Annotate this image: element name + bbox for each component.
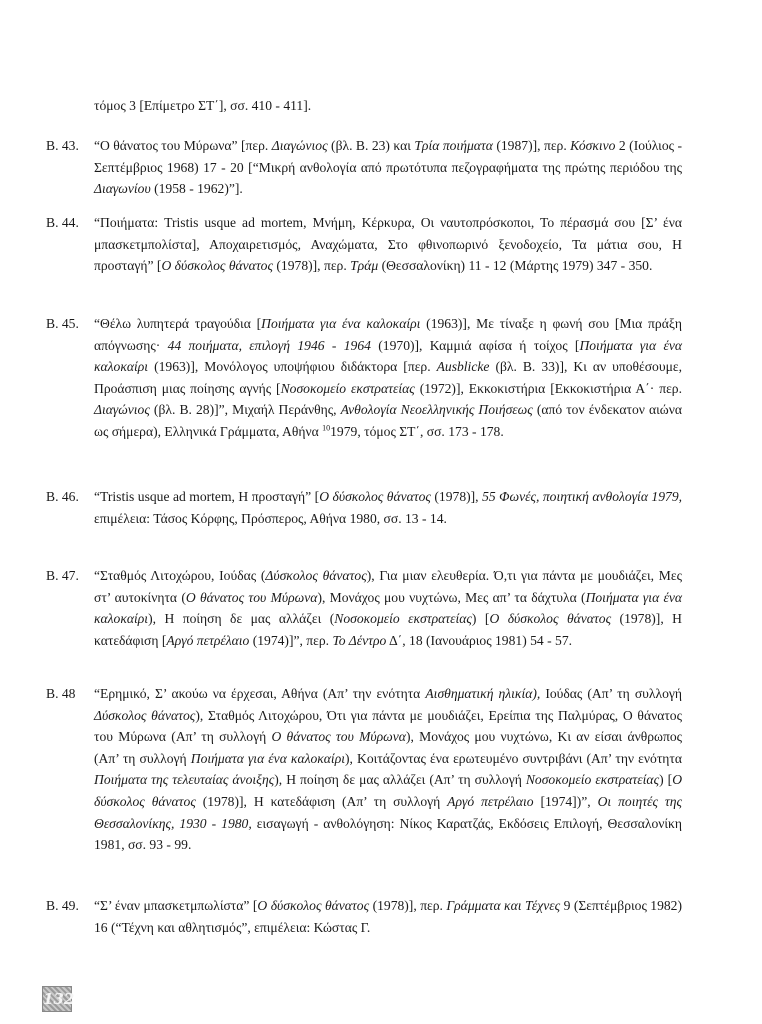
entry-title-italic: Το Δέντρο xyxy=(332,632,387,648)
entry-title-italic: Νοσοκομείο εκστρατείας xyxy=(280,380,415,396)
edition-superscript: 10 xyxy=(322,423,331,433)
entry-text-segment: (1963)], Μονόλογος υποψήφιου διδάκτορα [περ. xyxy=(148,359,437,375)
entry-text-segment: επιμέλεια: Τάσος Κόρφης, Πρόσπερος, Αθήνα 1980, σσ. 13 - 14. xyxy=(94,510,447,526)
entry-text-segment: 1979, τόμος ΣΤ΄, σσ. 173 - 178. xyxy=(330,423,504,439)
entry-text-segment: 9 (Σεπτέμβριος 1982) 16 (“Τέχνη και αθλητισμός”, επιμέλεια: Κώστας Γ. xyxy=(94,898,683,935)
entry-text-segment: ) [ xyxy=(659,772,673,788)
entry-text-segment: (1987)], περ. xyxy=(492,138,571,153)
entry-text xyxy=(94,212,682,277)
bibliography-entry-b46 xyxy=(46,486,682,529)
entry-text-segment: (1963)], Με τίναξε η φωνή σου [Μια πράξη απόγνωσης· xyxy=(94,316,682,353)
entry-number: B. 49. xyxy=(46,898,79,913)
bibliography-entry-b47 xyxy=(46,565,682,651)
entry-text-segment: (βλ. Β. 33)], Κι αν υποθέσουμε, Προάσπιση μιας ποίησης αγνής [ xyxy=(94,359,682,396)
bibliography-entry-b43 xyxy=(46,135,682,200)
entry-text-segment: (1978)], Η κατεδάφιση (Απ’ τη συλλογή xyxy=(195,793,448,809)
bibliography-entry-b49 xyxy=(46,895,682,938)
bibliography-entry-b44 xyxy=(46,212,682,277)
entry-text-segment: “Σ’ έναν μπασκετμπωλίστα” [ xyxy=(94,898,258,913)
entry-title-italic: Ποιήματα της τελευταίας άνοιξης xyxy=(94,772,275,788)
entry-title-italic: Ο θάνατος του Μύρωνα xyxy=(185,589,318,605)
entry-text xyxy=(94,486,682,529)
entry-text-segment: [1974])”, xyxy=(533,793,598,809)
entry-text-segment: (1978)], περ. xyxy=(273,258,351,274)
entry-text-segment: ), Μονάχος μου νυχτώνω, Μες απ’ τα δάχτυλα ( xyxy=(317,589,586,605)
entry-title-italic: Ο δύσκολος θάνατος xyxy=(319,489,431,504)
bibliography-entry-b45 xyxy=(46,313,682,443)
entry-title-italic: Τρία ποιήματα xyxy=(414,138,493,153)
entry-text-segment: “Θέλω λυπητερά τραγούδια [ xyxy=(94,316,262,331)
entry-title-italic: Ποιήματα για ένα καλοκαίρι xyxy=(94,337,682,375)
entry-text-segment: ), Για μιαν ελευθερία. Ό,τι για πάντα με μουδιάζει, Μες στ’ αυτοκίνητα ( xyxy=(94,568,682,605)
entry-text xyxy=(94,683,682,856)
entry-title-italic: Ο θάνατος του Μύρωνα xyxy=(271,729,406,745)
entry-text-segment: 2 (Ιούλιος - Σεπτέμβριος 1968) 17 - 20 [“Μικρή ανθολογία από πρωτότυπα πεζογραφήματα της πρώτης περιόδου της xyxy=(94,138,682,175)
entry-title-italic: Κόσκινο xyxy=(570,138,616,153)
entry-title-italic: Αργό πετρέλαιο xyxy=(166,632,250,648)
entry-text-segment: (1970)], Καμμιά αφίσα ή τοίχος [ xyxy=(370,337,580,353)
entry-number: B. 43. xyxy=(46,138,79,153)
entry-title-italic: Ποιήματα για ένα καλοκαίρι xyxy=(190,750,346,766)
entry-title-italic: Γράμματα και Τέχνες xyxy=(446,898,561,913)
entry-text-segment: ), Κοιτάζοντας ένα ερωτευμένο συντριβάνι (Απ’ την ενότητα xyxy=(345,750,682,766)
entry-number: B. 48 xyxy=(46,686,76,701)
entry-text-segment: (1958 - 1962)”]. xyxy=(150,181,243,197)
entry-text-segment: (βλ. Β. 23) και xyxy=(327,138,415,153)
entry-text-segment: ), Η ποίηση δε μας αλλάζει ( xyxy=(148,611,335,627)
entry-text-segment: “Ερημικό, Σ’ ακούω να έρχεσαι, Αθήνα (Απ’ την ενότητα xyxy=(94,686,426,701)
entry-text xyxy=(94,313,682,443)
entry-text-segment: ), Σταθμός Λιτοχώρου, Ότι για πάντα με μουδιάζει, Ερείπια της Παλμύρας, Ο θάνατος του Μύρωνα (Απ’ τη συλλογή xyxy=(94,707,682,745)
entry-text-segment: εισαγωγή - ανθολόγηση: Νίκος Καρατζάς, Εκδόσεις Επιλογή, Θεσσαλονίκη 1981, σσ. 93 - 99. xyxy=(94,815,682,853)
entry-text-segment: “Ο θάνατος του Μύρωνα” [περ. xyxy=(94,138,272,153)
entry-text-segment: “Σταθμός Λιτοχώρου, Ιούδας ( xyxy=(94,568,266,583)
entry-text-segment: “Tristis usque ad mortem, Η προσταγή” [ xyxy=(94,489,320,504)
entry-text-segment: (1978)], Η κατεδάφιση [ xyxy=(94,611,682,648)
entry-title-italic: Αργό πετρέλαιο xyxy=(447,793,534,809)
entry-title-italic: 55 Φωνές, ποιητική ανθολογία 1979, xyxy=(482,489,683,504)
entry-title-italic: Ανθολογία Νεοελληνικής Ποιήσεως xyxy=(340,402,533,418)
entry-title-italic: Ο δύσκολος θάνατος xyxy=(489,611,612,627)
entry-text-segment: Ιούδας (Απ’ τη συλλογή xyxy=(540,686,682,701)
entry-text-segment: (βλ. Β. 28)]”, Μιχαήλ Περάνθης, xyxy=(149,402,341,418)
entry-number: B. 47. xyxy=(46,568,79,583)
entry-title-italic: Ποιήματα για ένα καλοκαίρι xyxy=(94,589,683,627)
entry-title-italic: Διαγώνιος xyxy=(94,402,150,418)
bibliography-entry-b48 xyxy=(46,683,682,856)
entry-title-italic: Ο δύσκολος θάνατος xyxy=(161,258,273,274)
page-number: 132 xyxy=(42,986,72,1012)
entry-number: B. 46. xyxy=(46,489,79,504)
entry-title-italic: Διαγώνιος xyxy=(271,138,328,153)
entry-title-italic: Δύσκολος θάνατος xyxy=(265,568,367,583)
entry-text xyxy=(94,135,682,200)
entry-text-segment: (1974)]”, περ. xyxy=(249,632,333,648)
entry-text xyxy=(94,895,682,938)
entry-text-segment: “Ποιήματα: Tristis usque ad mortem, Μνήμη, Κέρκυρα, Οι ναυτοπρόσκοποι, Το πέρασμά σου [Σ’ ένα μπασκετμπολίστα], Αποχαιρετισμός, Αναχώματα, Στο φθινοπωρινό ξενοδοχείο, Τα μάτια σου, Η προσταγή” [ xyxy=(94,215,682,274)
entry-title-italic: Αισθηματική ηλικία), xyxy=(425,686,541,701)
entry-title-italic: Ποιήματα για ένα καλοκαίρι xyxy=(261,316,421,331)
entry-text xyxy=(94,565,682,651)
entry-title-italic: Δύσκολος θάνατος xyxy=(94,707,196,723)
entry-text-segment: ), Μονάχος μου νυχτώνω, Κι αν είσαι άνθρωπος (Απ’ τη συλλογή xyxy=(94,729,683,766)
entry-text-segment: ), Η ποίηση δε μας αλλάζει (Απ’ τη συλλογή xyxy=(274,772,526,788)
entry-title-italic: 44 ποιήματα, επιλογή 1946 - 1964 xyxy=(167,337,371,353)
entry-title-italic: Οι ποιητές της Θεσσαλονίκης, 1930 - 1980, xyxy=(94,793,682,831)
entry-title-italic: Νοσοκομείο εκστρατείας xyxy=(525,772,660,788)
entry-title-italic: Νοσοκομείο εκστρατείας xyxy=(334,611,472,627)
entry-text-segment: (1978)], xyxy=(430,489,483,504)
entry-title-italic: Τράμ xyxy=(350,258,379,274)
continuation-line: τόμος 3 [Επίμετρο ΣΤ΄], σσ. 410 - 411]. xyxy=(94,98,312,113)
entry-text-segment: Δ΄, 18 (Ιανουάριος 1981) 54 - 57. xyxy=(386,632,573,648)
entry-title-italic: Ο δύσκολος θάνατος xyxy=(257,898,370,913)
entry-number: B. 44. xyxy=(46,215,79,230)
entry-text-segment: (1978)], περ. xyxy=(369,898,447,913)
entry-title-italic: Διαγωνίου xyxy=(94,181,151,197)
entry-title-italic: Ausblicke xyxy=(436,359,490,375)
entry-text-segment: (από τον ένδεκατον αιώνα ως σήμερα), Ελληνικά Γράμματα, Αθήνα xyxy=(94,402,682,439)
entry-title-italic: Ο δύσκολος θάνατος xyxy=(94,772,683,809)
entry-text-segment: (Θεσσαλονίκη) 11 - 12 (Μάρτης 1979) 347 - 350. xyxy=(378,258,653,274)
entry-number: B. 45. xyxy=(46,316,79,331)
entry-text-segment: ) [ xyxy=(471,611,490,627)
entry-text-segment: (1972)], Εκκοκιστήρια [Εκκοκιστήρια Α΄· περ. xyxy=(414,380,682,396)
